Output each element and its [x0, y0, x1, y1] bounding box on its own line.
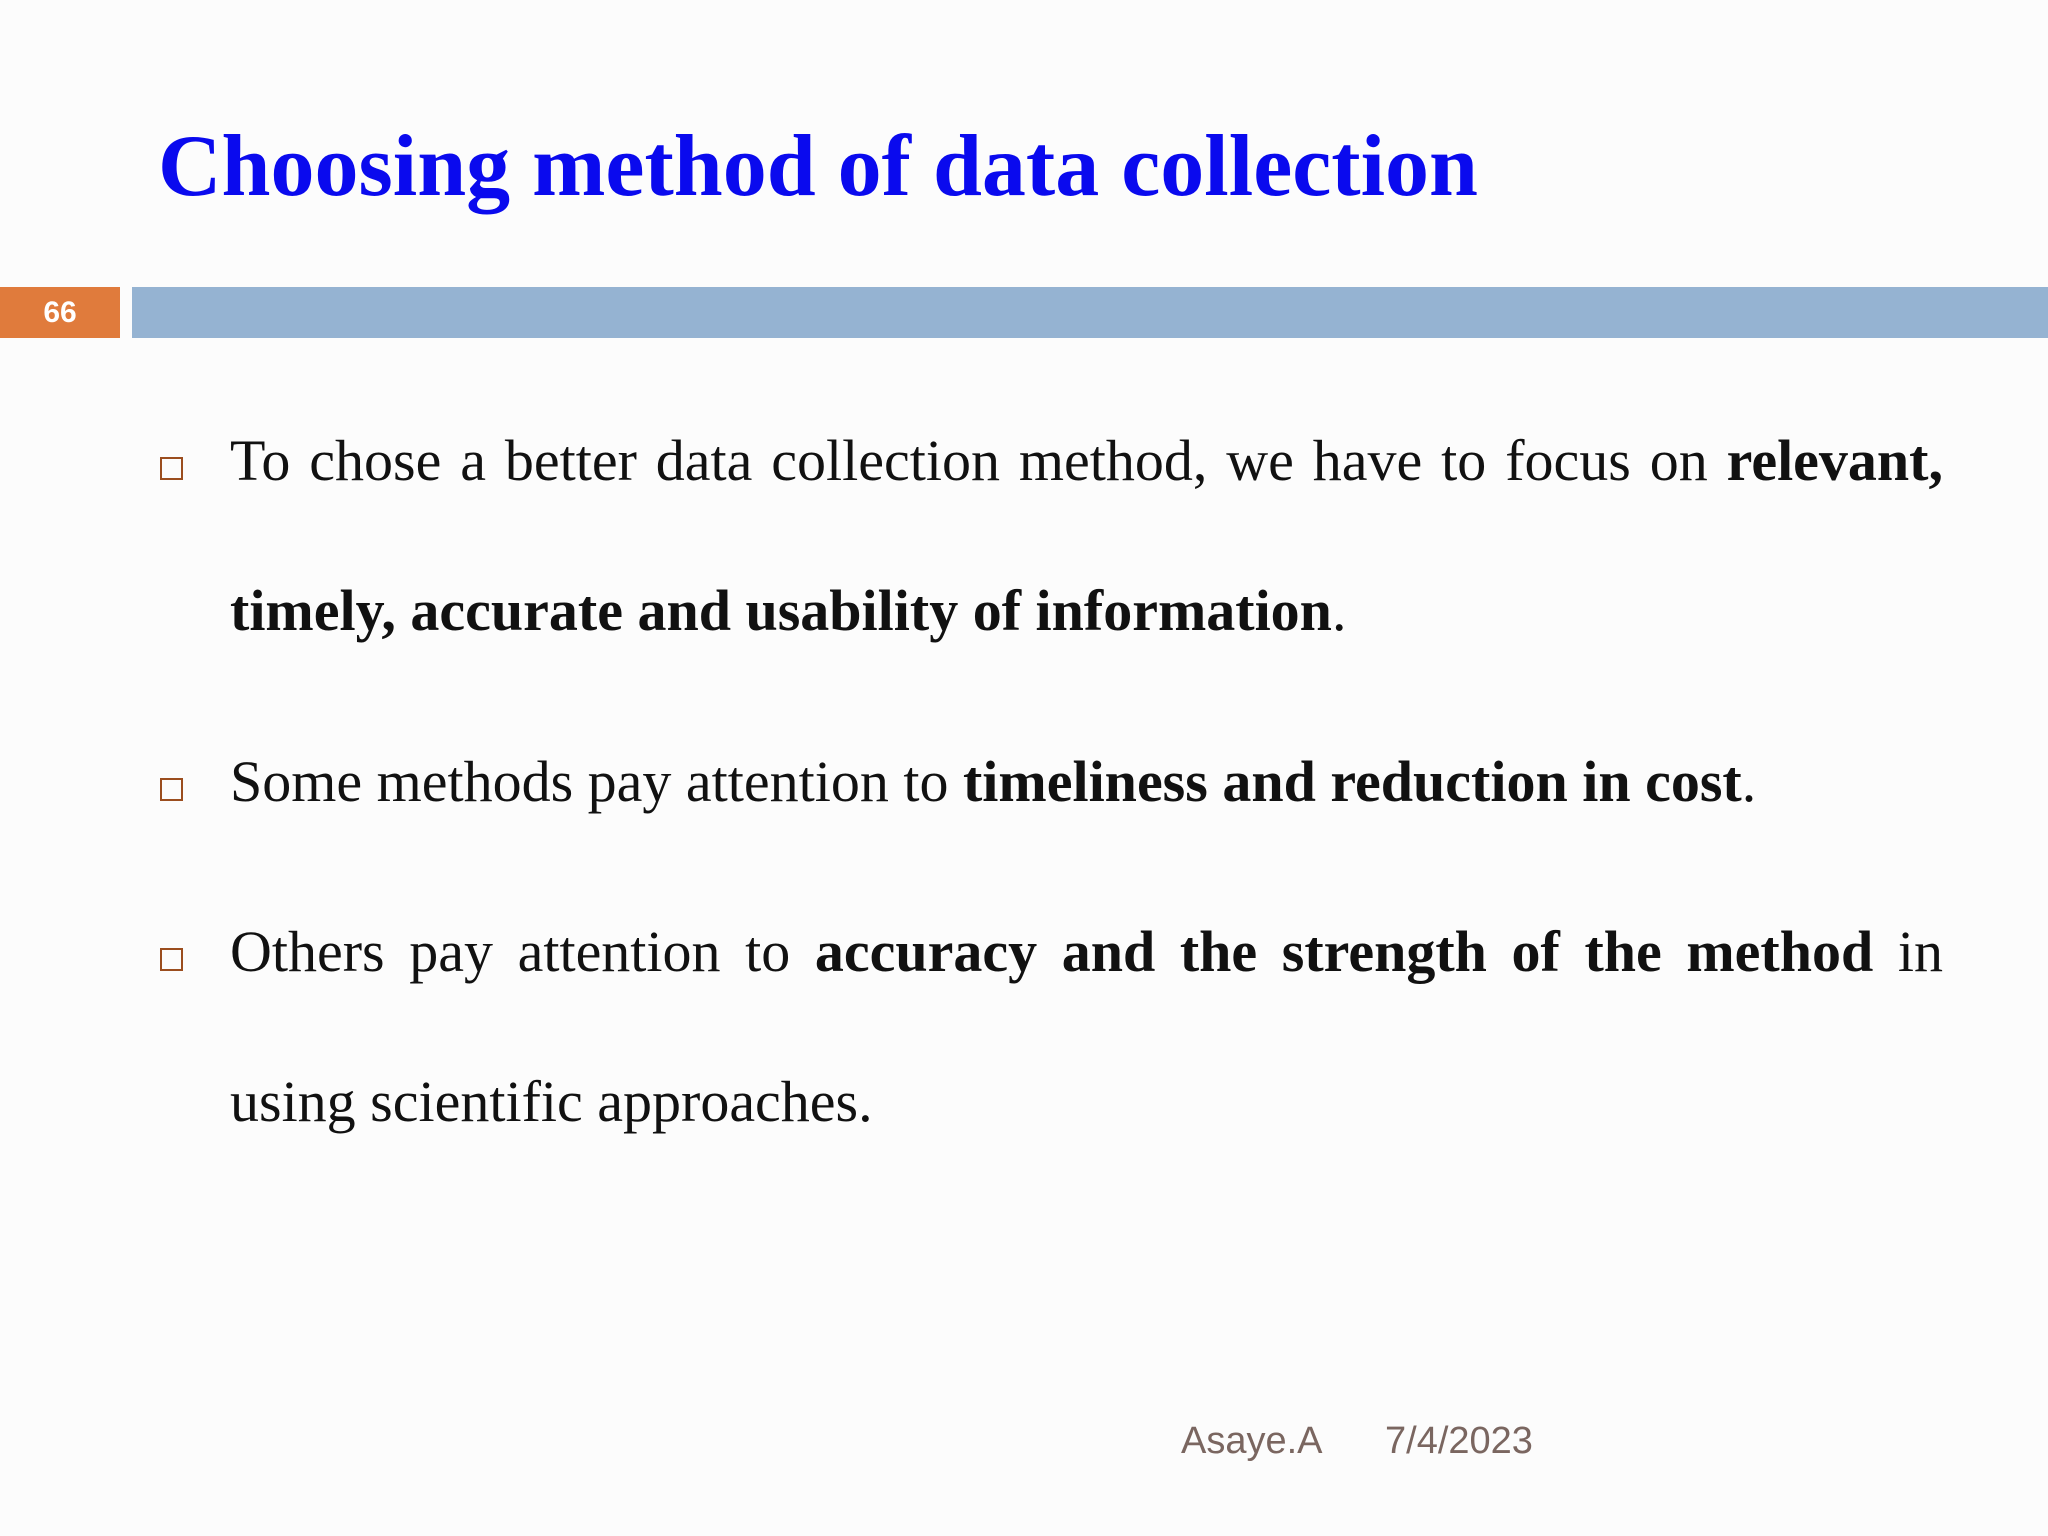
square-bullet-icon — [160, 457, 183, 480]
footer-author: Asaye.A — [1181, 1420, 1323, 1462]
slide-title: Choosing method of data collection — [158, 118, 1478, 215]
slide-number-badge: 66 — [0, 287, 120, 338]
footer-date: 7/4/2023 — [1385, 1420, 1533, 1462]
title-divider-bar — [132, 287, 2048, 338]
square-bullet-icon — [160, 778, 183, 801]
square-bullet-icon — [160, 948, 183, 971]
bullet-text-3: Others pay attention to accuracy and the strength of the method in using scientific approaches. — [230, 919, 1943, 1134]
bullet-text-2: Some methods pay attention to timeliness and reduction in cost. — [230, 749, 1757, 814]
bullet-text-1: To chose a better data collection method, we have to focus on relevant, timely, accurate and usability of information. — [230, 428, 1943, 643]
